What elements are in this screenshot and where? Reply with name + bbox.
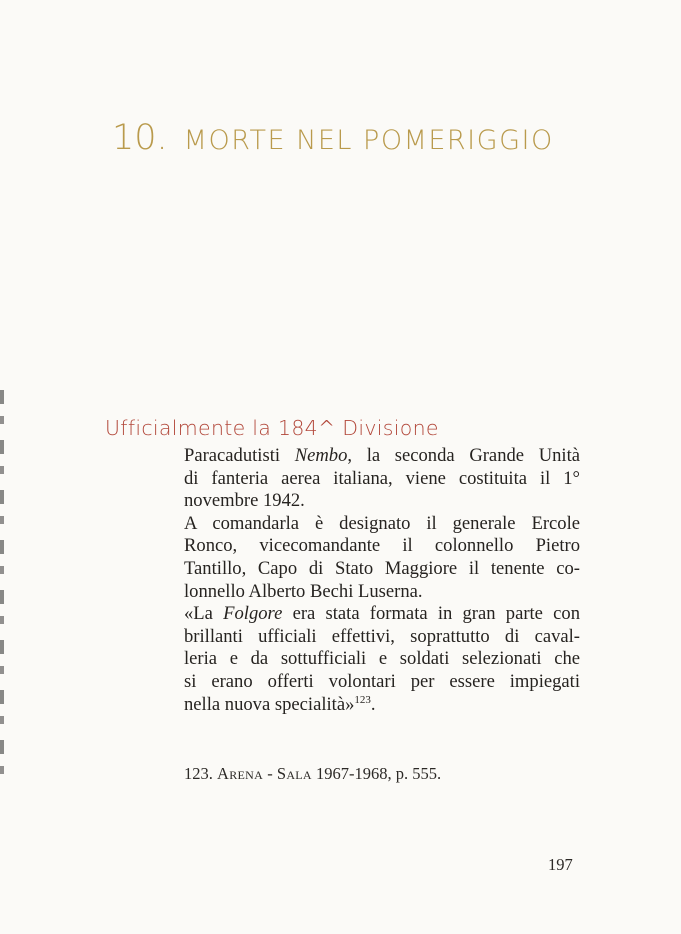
footnote-separator: - <box>263 764 277 783</box>
text-line: lonnello Alberto Bechi Luserna. <box>184 580 423 602</box>
text-line: leria e da sottufficiali e soldati selezionati che <box>184 648 580 670</box>
text-line <box>184 445 580 468</box>
footnote-author: Arena <box>217 764 264 783</box>
text-line: brillanti ufficiali effettivi, soprattutto di caval- <box>184 625 580 647</box>
italic-text: Nembo <box>294 445 348 466</box>
text-run: era stata formata in gran parte con <box>282 603 580 625</box>
text-line <box>184 694 580 717</box>
text-run: «La <box>184 603 224 625</box>
text-run: nella nuova specialità» <box>184 693 355 715</box>
text-line: Ronco, vicecomandante il colonnello Pietro <box>184 535 580 557</box>
footnote <box>184 764 441 784</box>
chapter-title: MORTE NEL POMERIGGIO <box>183 125 554 156</box>
text-line <box>184 603 580 626</box>
text-line: novembre 1942. <box>184 490 305 512</box>
chapter-heading <box>112 118 554 158</box>
footnote-reference[interactable]: 123 <box>354 693 371 706</box>
body-text <box>184 445 580 716</box>
lead-in-text: Ufficialmente la 184^ Divisione <box>105 416 439 440</box>
text-line: si erano offerti volontari per essere impiegati <box>184 670 580 692</box>
text-line: Tantillo, Capo di Stato Maggiore il tenente co- <box>184 557 580 579</box>
text-run: . <box>370 693 376 715</box>
italic-text: Folgore <box>223 603 283 625</box>
footnote-author: Sala <box>276 764 312 783</box>
text-line: di fanteria aerea italiana, viene costituita il 1° <box>184 467 580 489</box>
text-run: Paracadutisti <box>184 445 295 466</box>
page-edge-shadow <box>0 390 4 790</box>
footnote-citation: 1967-1968, p. 555. <box>311 764 442 783</box>
footnote-number: 123. <box>184 764 217 783</box>
text-run: , la seconda Grande Unità <box>347 445 581 466</box>
text-line: A comandarla è designato il generale Ercole <box>184 512 580 534</box>
chapter-number: 10. <box>112 118 168 158</box>
page-number: 197 <box>548 855 573 874</box>
